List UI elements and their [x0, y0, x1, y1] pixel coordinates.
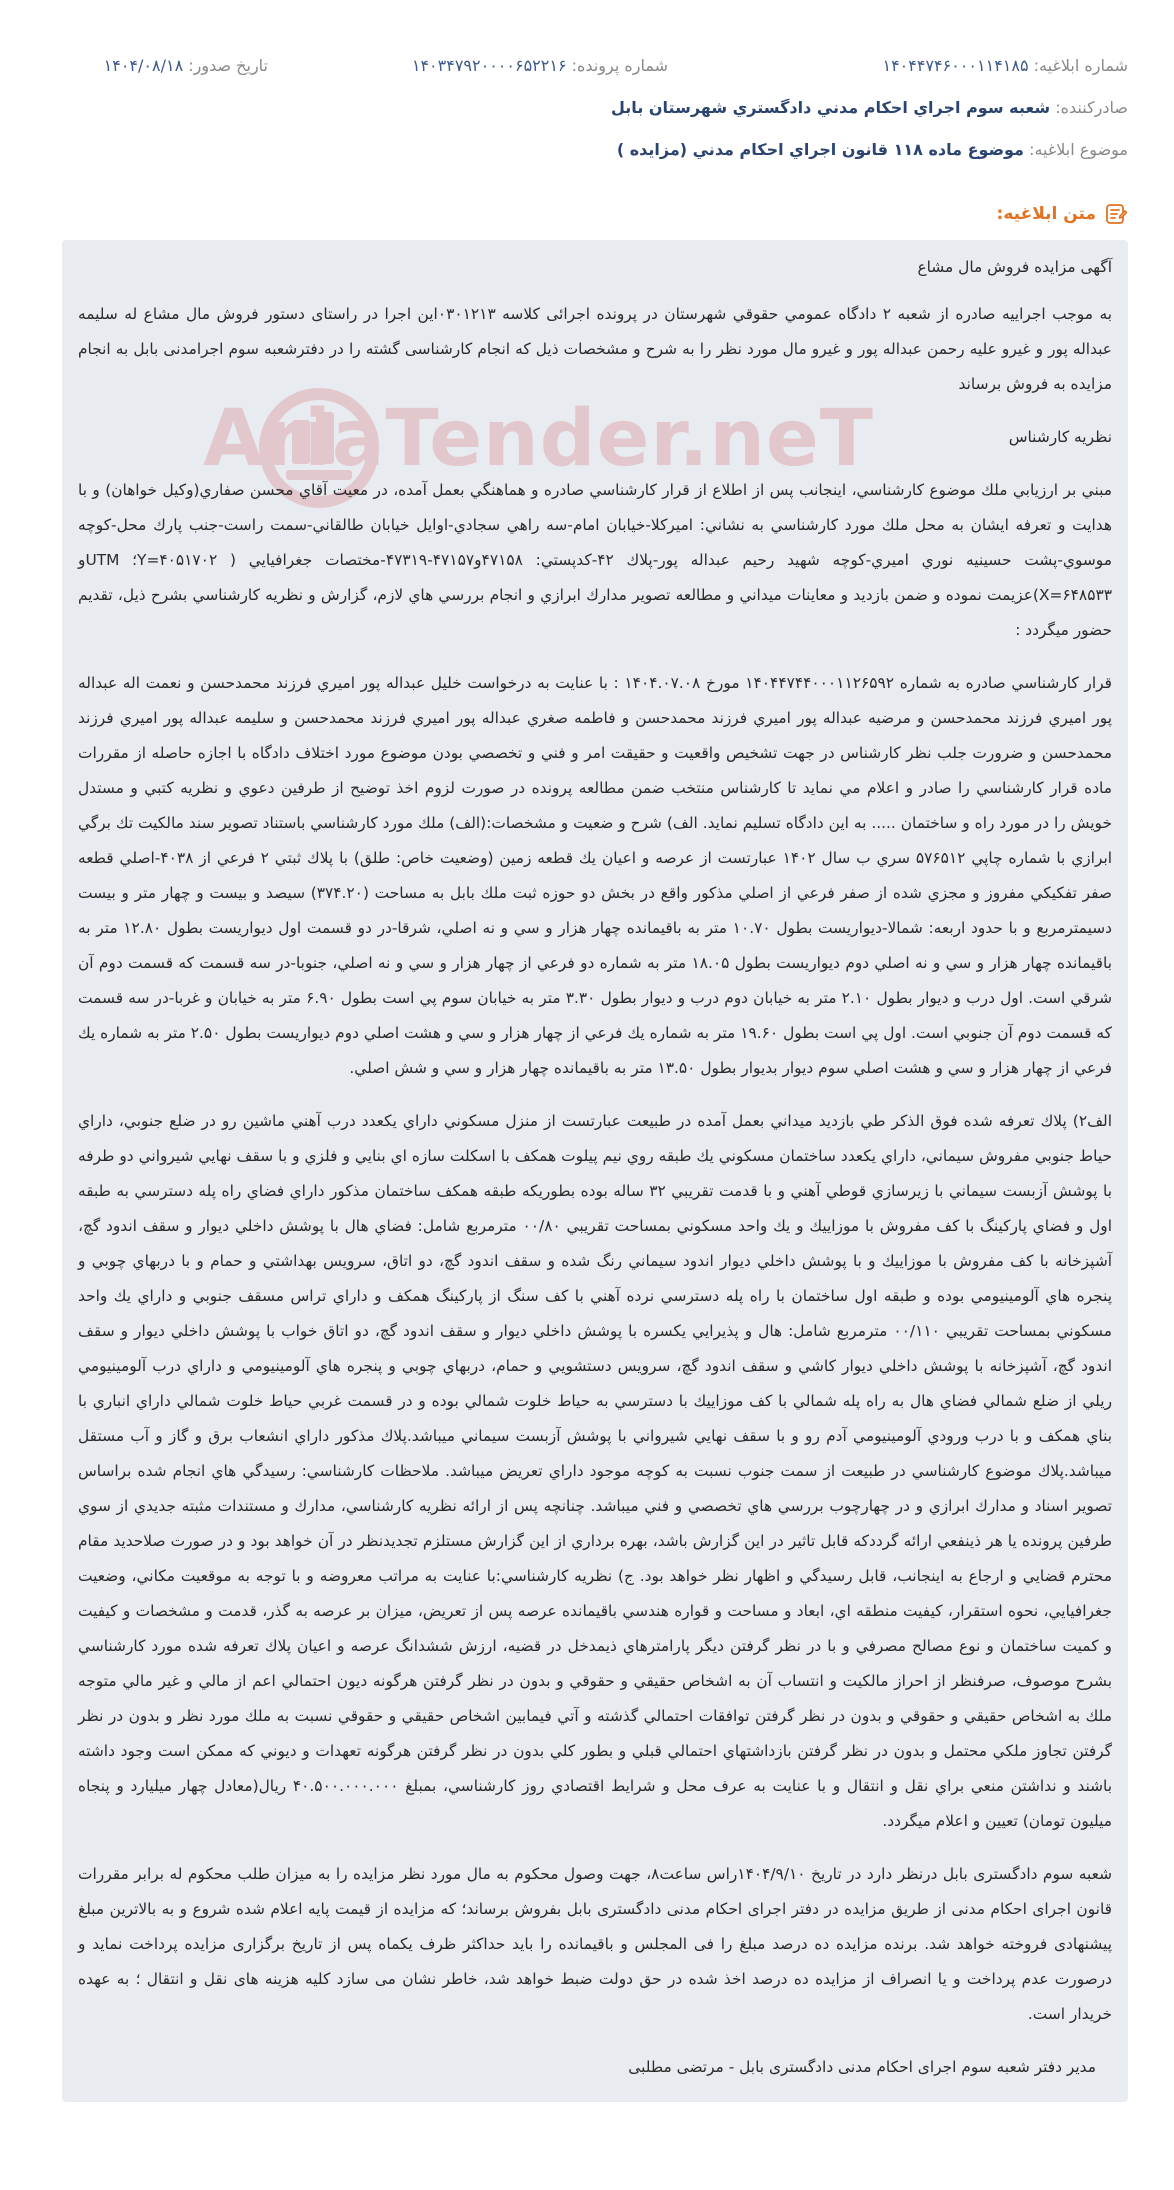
header-meta-row — [46, 56, 1128, 80]
subject-row — [46, 140, 1128, 159]
paragraph-auction-terms: شعبه سوم دادگستری بابل درنظر دارد در تاریخ ۱۴۰۴/۹/۱۰راس ساعت۸، جهت وصول محکوم به مال مورد نظر مزایده را به میزان طلب محکوم له برابر مقررات قانون اجرای احکام مدنی از طریق مزایده در دفتر اجرای احکام مدنی دادگستری بابل بفروش برساند؛ که مزایده از قیمت پایه اعلام شده شروع و به بالاترین مبلغ پیشنهادی فروخته خواهد شد. برنده مزایده ده درصد مبلغ را فی المجلس و باقیمانده را باید حداکثر ظرف یکماه پس از تاریخ برگزاری مزایده پرداخت نماید و درصورت عدم پرداخت و یا انصراف از مزایده ده درصد اخذ شده در حق دولت ضبط خواهد شد، خاطر نشان می سازد کلیه هزینه های نقل و انتقال ؛ به عهده خریدار است. — [78, 1865, 1112, 2023]
subject-label: موضوع ابلاغيه: — [1029, 140, 1128, 159]
paragraph-inspection: مبني بر ارزيابي ملك موضوع كارشناسي، اينجانب پس از اطلاع از قرار كارشناسي صادره و هماهنگي بعمل آمده، در معيت آقاي محسن صفاري(وكيل خواهان) و با هدايت و تعرفه ايشان به محل ملك مورد كارشناسي به نشاني: اميركلا-خيابان امام-سه راهي سجادي-اوايل خيابان طالقاني-سمت راست-جنب پارك محل-كوچه موسوي-پشت حسينيه نوري اميري-كوچه شهيد رحيم عبداله پور-پلاك ۴۲-كدپستي: ۴۷۱۵۸و۴۷۱۵۷-۴۷۳۱۹-مختصات جغرافيايي ( ۴۰۵۱۷۰۲=Y؛ UTMو ۶۴۸۵۳۳=X)عزيمت نموده و ضمن بازديد و معاينات ميداني و مطالعه تصوير مدارك ابرازي و انجام بررسي هاي لازم، گزارش و نظريه كارشناسي بشرح ذيل، تقديم حضور ميگردد : — [78, 481, 1112, 639]
notice-number-label: شماره ابلاغيه: — [1033, 56, 1128, 75]
notice-number — [882, 56, 1128, 75]
document-edit-icon — [1104, 202, 1128, 226]
paragraph-intro: به موجب اجراییه صادره از شعبه ۲ دادگاه عمومي حقوقي شهرستان در پرونده اجرائی کلاسه ۰۳۰۱۲۱۳این اجرا در راستای دستور فروش مال مشاع له سلیمه عبداله پور و غیرو علیه رحمن عبداله پور و غیرو مال مورد نظر را به شرح و مشخصات ذیل که انجام کارشناسی گشته را در دفترشعبه سوم اجرامدنی بابل به انجام مزایده به فروش برساند — [78, 305, 1112, 393]
case-number-label: شماره پرونده: — [571, 56, 668, 75]
issuer-label: صادرکننده: — [1055, 98, 1128, 117]
notice-number-value: ۱۴۰۴۴۷۴۶۰۰۰۱۱۴۱۸۵ — [882, 56, 1029, 75]
announcement-title: آگهی مزایده فروش مال مشاع — [917, 258, 1112, 276]
paragraph-property-details: الف۲) پلاك تعرفه شده فوق الذكر طي بازديد ميداني بعمل آمده در طبيعت عبارتست از منزل مسكوني داراي يكعدد درب آهني ماشين رو در ضلع جنوبي، داراي حياط جنوبي مفروش سيماني، داراي يكعدد ساختمان مسكوني يك طبقه روي نيم پيلوت همكف با اسكلت سازه اي بنايي و فلزي و با سقف نهايي شيرواني دو طرفه با پوشش آزبست سيماني با زيرسازي قوطي آهني و با قدمت تقريبي ۳۲ ساله بوده بطوريكه طبقه همكف ساختمان مذكور داراي فضاي راه پله دسترسي به طبقه اول و فضاي پاركينگ با كف مفروش با موزاييك و يك واحد مسكوني بمساحت تقريبي ۰۰/۸۰ مترمربع شامل: فضاي هال با پوشش داخلي ديوار و سقف اندود گچ، آشپزخانه با كف مفروش با موزاييك و با پوشش داخلي ديوار اندود سيماني رنگ شده و سقف اندود گچ، دو اتاق، سرويس بهداشتي و حمام و با دربهاي چوبي و پنجره هاي آلومينيومي بوده و طبقه اول ساختمان با راه پله دسترسي نرده آهني با كف سنگ از پاركينگ همكف و داراي تراس مسقف جنوبي و داراي يك واحد مسكوني بمساحت تقريبي ۰۰/۱۱۰ مترمربع شامل: هال و پذيرايي يكسره با پوشش داخلي ديوار و سقف اندود گچ، دو اتاق خواب با پوشش داخلي ديوار و سقف اندود گچ، آشپزخانه با پوشش داخلي ديوار كاشي و سقف اندود گچ، سرويس دستشويي و حمام، دربهاي چوبي و پنجره هاي آلومينيومي و داراي درب آلومينيومي ريلي از ضلع شمالي فضاي هال به راه پله شمالي با كف موزاييك با دسترسي به حياط خلوت شمالي بوده و در قسمت غربي حياط خلوت شمالي داراي انباري با بناي همكف و با درب ورودي آلومينيومي آدم رو و با سقف نهايي شيرواني با پوشش آزبست سيماني ميباشد.پلاك مذكور داراي انشعاب برق و گاز و آب مستقل ميباشد.پلاك موضوع كارشناسي در طبيعت از سمت جنوب نسبت به كوچه موجود داراي تعريض ميباشد. ملاحظات كارشناسي: رسيدگي هاي انجام شده براساس تصوير اسناد و مدارك ابرازي و در چهارچوب بررسي هاي تخصصي و فني ميباشد. چنانچه پس از ارائه نظريه كارشناسي، مدارك و مستندات مثبته جديدي از سوي طرفين پرونده يا هر ذينفعي ارائه گرددكه قابل تاثير در اين گزارش باشد، بهره برداري از اين گزارش مستلزم تجديدنظر در آن خواهد بود و در صورت صلاحديد مقام محترم قضايي و ارجاع به اينجانب، قابل رسيدگي و اظهار نظر خواهد بود. ج) نظريه كارشناسي:با عنايت به مراتب معروضه و با توجه به موقعيت مكاني، وضعيت جغرافيايي، نحوه استقرار، كيفيت منطقه اي، ابعاد و مساحت و قواره هندسي باقيمانده عرصه پس از تعريض، ميزان بر عرصه به گذر، قدمت و مشخصات و كيفيت و كميت ساختمان و نوع مصالح مصرفي و با در نظر گرفتن ديگر پارامترهاي ذيمدخل در قضيه، ارزش ششدانگ عرصه و اعيان پلاك تعرفه شده مورد كارشناسي بشرح موصوف، صرفنظر از احراز مالكيت و انتساب آن به اشخاص حقيقي و حقوقي و بدون در نظر گرفتن هرگونه ديون احتمالي اعم از مالي و غير مالي متوجه ملك به اشخاص حقيقي و حقوقي و بدون در نظر گرفتن توافقات احتمالي گذشته و آتي فيمابين اشخاص حقيقي و حقوقي نسبت به ملك مورد نظر و بدون در نظر گرفتن تجاوز ملكي محتمل و بدون در نظر گرفتن بازداشتهاي احتمالي قبلي و بطور كلي بدون در نظر گرفتن هرگونه تعهدات و ديوني كه ممكن است وجود داشته باشند و نداشتن منعي براي نقل و انتقال و با عنايت به عرف محل و شرايط اقتصادي روز كارشناسي، بمبلغ ۴۰.۵۰۰.۰۰۰.۰۰۰ ريال(معادل چهار ميليارد و پنجاه ميليون تومان) تعيين و اعلام ميگردد. — [78, 1112, 1112, 1830]
issue-date-label: تاريخ صدور: — [188, 56, 268, 75]
signature: مدیر دفتر شعبه سوم اجرای احکام مدنی دادگستری بابل - مرتضی مطلبی — [628, 2058, 1096, 2076]
issue-date-value: ۱۴۰۴/۰۸/۱۸ — [103, 56, 184, 75]
watermark-text: AriaTender.neT — [203, 394, 874, 484]
case-number — [412, 56, 668, 75]
notice-body — [62, 240, 1128, 2102]
paragraph-court-order: قرار كارشناسي صادره به شماره ۱۴۰۴۴۷۴۴۰۰۰۱۱۲۶۵۹۲ مورخ ۱۴۰۴.۰۷.۰۸ : با عنايت به درخواست خليل عبداله پور اميري فرزند محمدحسن و نعمت اله عبداله پور اميري فرزند محمدحسن و مرضيه عبداله پور اميري فرزند محمدحسن و فاطمه صغري عبداله پور اميري فرزند محمدحسن و سليمه عبداله پور اميري فرزند محمدحسن و ضرورت جلب نظر كارشناس در جهت تشخيص واقعيت و حقيقت امر و فني و تخصصي بودن موضوع مورد اختلاف دادگاه با اجازه حاصله از مقررات ماده قرار كارشناسي را صادر و اعلام مي نمايد تا كارشناس منتخب ضمن مطالعه پرونده در صورت لزوم اخذ توضيح از طرفين دعوي و نظريه كتبي و مستدل خويش را در مورد راه و ساختمان ..... به اين دادگاه تسليم نمايد. الف) شرح و ضعيت و مشخصات:(الف) ملك مورد كارشناسي باستناد تصوير سند مالكيت تك برگي ابرازي با شماره چاپي ۵۷۶۵۱۲ سري ب سال ۱۴۰۲ عبارتست از عرصه و اعيان يك قطعه زمين (وضعيت خاص: طلق) با پلاك ثبتي ۲ فرعي از ۴۰۳۸-اصلي قطعه صفر تفكيكي مفروز و مجزي شده از صفر فرعي از اصلي مذكور واقع در بخش دو حوزه ثبت ملك بابل به مساحت (۳۷۴.۲۰) سيصد و بيست و چهار متر و بيست دسيمترمربع و با حدود اربعه: شمالا-ديواريست بطول ۱۰.۷۰ متر به باقيمانده چهار هزار و سي و نه اصلي، شرقا-در دو قسمت اول ديواريست بطول ۱۲.۸۰ متر به باقيمانده چهار هزار و سي و نه اصلي دوم ديواريست بطول ۱۸.۰۵ متر به شماره دو فرعي از چهار هزار و سي و نه اصلي، جنوبا-در سه قسمت كه قسمت دوم آن شرقي است. اول درب و ديوار بطول ۲.۱۰ متر به خيابان دوم درب و ديوار بطول ۳.۳۰ متر به خيابان سوم پي است بطول ۶.۹۰ متر به خيابان و غربا-در سه قسمت كه قسمت دوم آن جنوبي است. اول پي است بطول ۱۹.۶۰ متر به شماره يك فرعي از چهار هزار و سي و هشت اصلي دوم ديواريست بطول ۲.۵۰ متر به شماره يك فرعي از چهار هزار و سي و هشت اصلي سوم ديوار بديوار بطول ۱۳.۵۰ متر به باقيمانده چهار هزار و سي و شش اصلي. — [78, 674, 1113, 1077]
subject-value: موضوع ماده ۱۱۸ قانون اجراي احکام مدني (مزايده ) — [616, 140, 1024, 159]
notice-text-label: متن ابلاغيه: — [996, 204, 1096, 224]
notice-text-header — [997, 200, 1128, 228]
issue-date — [104, 56, 268, 75]
issuer-row — [46, 98, 1128, 117]
issuer-value: شعبه سوم اجراي احكام مدني دادگستري شهرستان بابل — [611, 98, 1051, 117]
case-number-value: ۱۴۰۳۴۷۹۲۰۰۰۰۶۵۲۲۱۶ — [411, 56, 567, 75]
expert-opinion-heading: نظریه کارشناس — [1008, 428, 1112, 446]
